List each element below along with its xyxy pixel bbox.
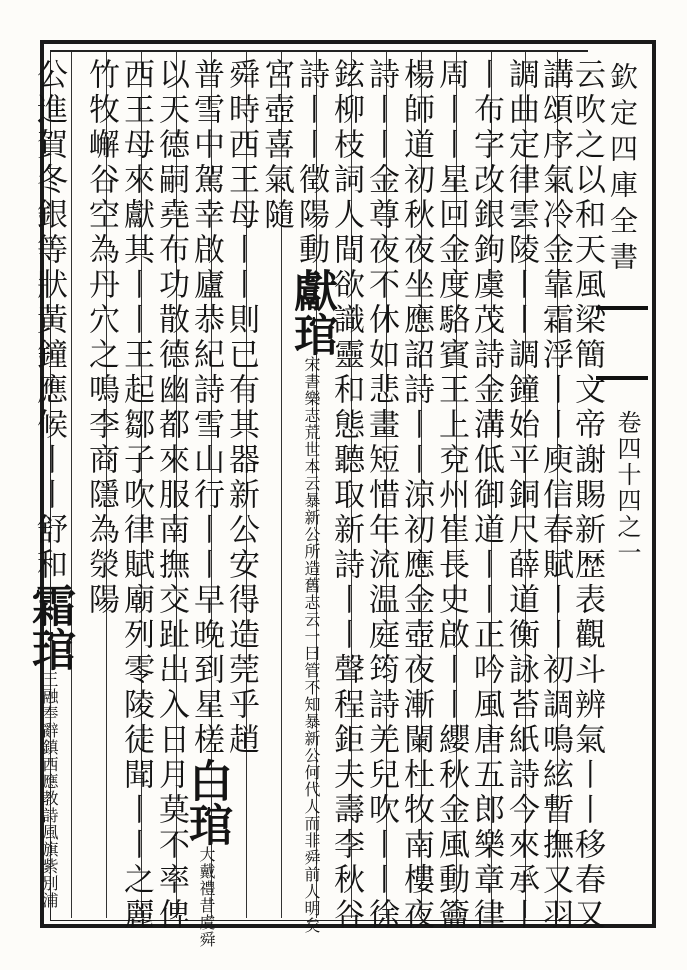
volume-label: 卷四十四之一 [613, 410, 641, 566]
text-column: 丨布字改銀鉤虞茂詩金溝低御道丨丨正吟風唐五郎樂章律 [468, 58, 504, 933]
text-column: 竹牧嶰谷空為丹穴之鳴李商隱為滎陽 [83, 58, 119, 618]
book-title: 欽定四庫全書 [606, 62, 639, 278]
text-column: 楊師道初秋夜坐應詔詩丨丨涼初應金壺夜漸闌杜牧南樓夜 [398, 58, 434, 933]
text-column: 云吹之以和天風梁簡文帝謝賜新歴表觀斗辨氣丨丨移春又 [569, 58, 605, 933]
text-column: 宮壺喜氣隨 [258, 58, 294, 233]
text-column: 鉉柳枝詞人間欲識靈和態聽取新詩丨丨聲程鉅夫壽李秋谷 [328, 58, 364, 933]
headword: 獻琯 [286, 268, 337, 356]
text-column: 周丨丨星回金度駱賓王上兗州崔長史啟丨丨纓秋金風動籥 [433, 58, 469, 933]
text-column: 以天德嗣堯布功散德幽都來服南撫交趾出入日月莫不率俾 [153, 58, 189, 933]
text-column: 講頌序氣冷金靠霜浮丨丨庾信春賦丨丨初調鳴絃暫撫又羽 [537, 58, 573, 933]
text-column: 調曲定律雲陵丨丨調鐘始平銅尺薛道衡詠苔紙詩今來承丨 [503, 58, 539, 933]
headword: 霜琯 [24, 583, 75, 671]
text-column: 詩丨丨金尊夜不休如悲畫短惜年流温庭筠詩羌兒吹丨丨徐 [363, 58, 399, 933]
annotation: 大戴禮昔虞舜 [197, 846, 216, 948]
annotation: 王融奉辭鎮西應教詩風旗紫別浦 [40, 671, 59, 909]
text-column: 舜時西王母丨丨則已有其器新公安得造莞乎趙 [223, 58, 259, 758]
text-column: 公進賀冬銀等狀黃鐘應候丨丨舒和霜琯王融奉辭鎮西應教詩風旗紫別浦 [24, 58, 75, 909]
annotation: 宋書樂志荒世本云暴新公所造舊志云一曰管不知暴新公何代人而非舜前人明矣 [302, 356, 321, 934]
headword: 白琯 [181, 758, 232, 846]
text-column: 西王母來獻其丨丨王起鄒子吹律賦廟列零陵徒聞丨丨之麗 [118, 58, 154, 933]
text-column: 普雪中駕幸啟廬恭紀詩雪山行丨丨早晚到星槎白琯大戴禮昔虞舜 [181, 58, 232, 948]
text-column: 詩丨丨徵陽動獻琯宋書樂志荒世本云暴新公所造舊志云一曰管不知暴新公何代人而非舜前人明矣 [286, 58, 337, 934]
